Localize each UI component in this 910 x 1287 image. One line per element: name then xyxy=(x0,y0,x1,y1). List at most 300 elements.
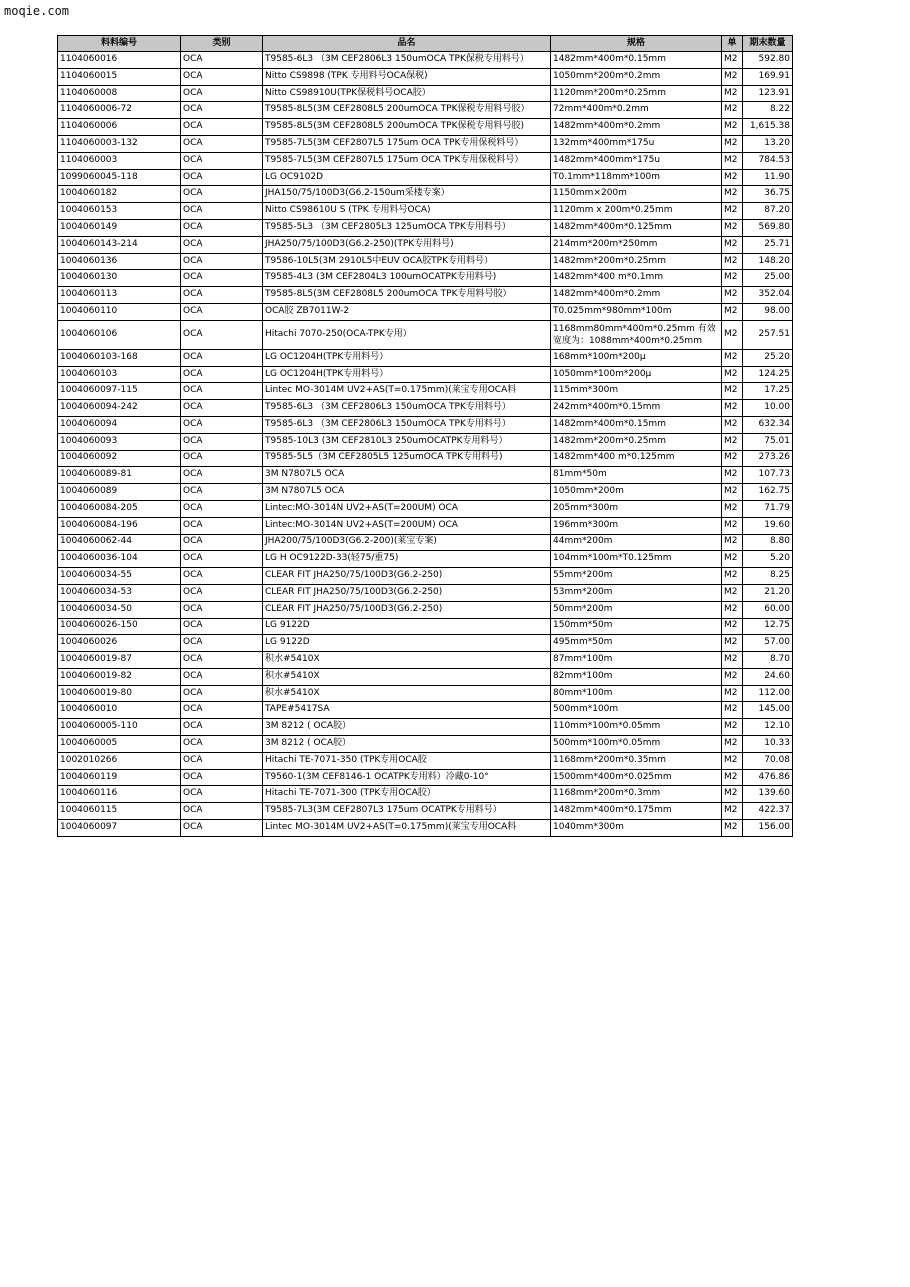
cell-category: OCA xyxy=(181,467,263,484)
cell-ending-quantity: 13.20 xyxy=(743,135,793,152)
cell-item-code: 1004060034-53 xyxy=(58,584,181,601)
cell-specification: 196mm*300m xyxy=(551,517,722,534)
cell-specification: 1050mm*100m*200μ xyxy=(551,366,722,383)
cell-ending-quantity: 11.90 xyxy=(743,169,793,186)
cell-product-name: LG OC1204H(TPK专用料号） xyxy=(263,366,551,383)
cell-product-name: Nitto CS98610U S (TPK 专用料号OCA) xyxy=(263,203,551,220)
cell-product-name: 3M N7807L5 OCA xyxy=(263,484,551,501)
cell-item-code: 1004060106 xyxy=(58,320,181,349)
cell-product-name: T9560-1(3M CEF8146-1 OCATPK专用料）冷藏0-10° xyxy=(263,769,551,786)
cell-ending-quantity: 25.71 xyxy=(743,236,793,253)
cell-product-name: LG 9122D xyxy=(263,618,551,635)
table-row xyxy=(58,219,793,236)
cell-unit: M2 xyxy=(722,719,743,736)
cell-product-name: T9585-8L5(3M CEF2808L5 200umOCA TPK保税专用料号胶) xyxy=(263,119,551,136)
table-row xyxy=(58,68,793,85)
cell-specification: 132mm*400mm*175u xyxy=(551,135,722,152)
cell-product-name: LG 9122D xyxy=(263,635,551,652)
cell-specification: 214mm*200m*250mm xyxy=(551,236,722,253)
cell-ending-quantity: 10.33 xyxy=(743,736,793,753)
cell-unit: M2 xyxy=(722,400,743,417)
cell-category: OCA xyxy=(181,383,263,400)
cell-category: OCA xyxy=(181,551,263,568)
cell-item-code: 1004060149 xyxy=(58,219,181,236)
cell-ending-quantity: 592.80 xyxy=(743,52,793,69)
cell-specification: 205mm*300m xyxy=(551,500,722,517)
cell-unit: M2 xyxy=(722,551,743,568)
cell-product-name: TAPE#5417SA xyxy=(263,702,551,719)
cell-product-name: Lintec:MO-3014N UV2+AS(T=200UM) OCA xyxy=(263,517,551,534)
cell-unit: M2 xyxy=(722,203,743,220)
cell-category: OCA xyxy=(181,287,263,304)
cell-unit: M2 xyxy=(722,601,743,618)
cell-ending-quantity: 422.37 xyxy=(743,803,793,820)
cell-product-name: JHA200/75/100D3(G6.2-200)(莱宝专案) xyxy=(263,534,551,551)
cell-specification: 150mm*50m xyxy=(551,618,722,635)
cell-unit: M2 xyxy=(722,303,743,320)
cell-category: OCA xyxy=(181,186,263,203)
cell-item-code: 1004060089-81 xyxy=(58,467,181,484)
cell-ending-quantity: 8.80 xyxy=(743,534,793,551)
cell-item-code: 1104060006-72 xyxy=(58,102,181,119)
cell-product-name: LG OC9102D xyxy=(263,169,551,186)
cell-unit: M2 xyxy=(722,169,743,186)
cell-ending-quantity: 169.91 xyxy=(743,68,793,85)
cell-category: OCA xyxy=(181,769,263,786)
cell-item-code: 1004060026 xyxy=(58,635,181,652)
cell-specification: T0.025mm*980mm*100m xyxy=(551,303,722,320)
cell-item-code: 1104060016 xyxy=(58,52,181,69)
column-header-product-name: 品名 xyxy=(263,36,551,52)
cell-item-code: 1004060103-168 xyxy=(58,349,181,366)
cell-item-code: 1004060130 xyxy=(58,270,181,287)
table-row xyxy=(58,119,793,136)
table-row xyxy=(58,517,793,534)
cell-specification: 1482mm*400 m*0.125mm xyxy=(551,450,722,467)
cell-ending-quantity: 8.25 xyxy=(743,568,793,585)
cell-product-name: OCA胶 ZB7011W-2 xyxy=(263,303,551,320)
table-row xyxy=(58,203,793,220)
cell-product-name: Lintec MO-3014M UV2+AS(T=0.175mm)(莱宝专用OCA料 xyxy=(263,820,551,837)
cell-item-code: 1004060019-80 xyxy=(58,685,181,702)
cell-product-name: Hitachi TE-7071-300 (TPK专用OCA胶） xyxy=(263,786,551,803)
cell-unit: M2 xyxy=(722,366,743,383)
cell-ending-quantity: 139.60 xyxy=(743,786,793,803)
cell-ending-quantity: 476.86 xyxy=(743,769,793,786)
cell-category: OCA xyxy=(181,85,263,102)
cell-category: OCA xyxy=(181,786,263,803)
cell-category: OCA xyxy=(181,719,263,736)
cell-ending-quantity: 8.22 xyxy=(743,102,793,119)
cell-category: OCA xyxy=(181,820,263,837)
cell-item-code: 1004060094 xyxy=(58,416,181,433)
cell-unit: M2 xyxy=(722,135,743,152)
cell-product-name: 3M 8212 ( OCA胶） xyxy=(263,736,551,753)
cell-item-code: 1004060153 xyxy=(58,203,181,220)
cell-unit: M2 xyxy=(722,450,743,467)
table-row xyxy=(58,736,793,753)
cell-ending-quantity: 60.00 xyxy=(743,601,793,618)
cell-category: OCA xyxy=(181,135,263,152)
table-row xyxy=(58,236,793,253)
cell-unit: M2 xyxy=(722,652,743,669)
cell-category: OCA xyxy=(181,534,263,551)
table-row xyxy=(58,484,793,501)
cell-ending-quantity: 632.34 xyxy=(743,416,793,433)
cell-ending-quantity: 10.00 xyxy=(743,400,793,417)
cell-product-name: T9585-10L3 (3M CEF2810L3 250umOCATPK专用料号） xyxy=(263,433,551,450)
cell-category: OCA xyxy=(181,349,263,366)
cell-item-code: 1004060034-50 xyxy=(58,601,181,618)
cell-ending-quantity: 19.60 xyxy=(743,517,793,534)
cell-unit: M2 xyxy=(722,702,743,719)
cell-category: OCA xyxy=(181,102,263,119)
table-row xyxy=(58,786,793,803)
cell-specification: 110mm*100m*0.05mm xyxy=(551,719,722,736)
cell-specification: 55mm*200m xyxy=(551,568,722,585)
cell-specification: 1482mm*400m*0.2mm xyxy=(551,119,722,136)
cell-specification: 168mm*100m*200μ xyxy=(551,349,722,366)
cell-ending-quantity: 24.60 xyxy=(743,668,793,685)
cell-unit: M2 xyxy=(722,685,743,702)
cell-category: OCA xyxy=(181,685,263,702)
cell-category: OCA xyxy=(181,270,263,287)
cell-ending-quantity: 36.75 xyxy=(743,186,793,203)
cell-unit: M2 xyxy=(722,186,743,203)
cell-product-name: 积水#5410X xyxy=(263,652,551,669)
cell-item-code: 1004060097-115 xyxy=(58,383,181,400)
cell-unit: M2 xyxy=(722,635,743,652)
cell-specification: 72mm*400m*0.2mm xyxy=(551,102,722,119)
cell-item-code: 1099060045-118 xyxy=(58,169,181,186)
cell-specification: 1168mm*200m*0.35mm xyxy=(551,752,722,769)
cell-unit: M2 xyxy=(722,152,743,169)
table-row xyxy=(58,534,793,551)
cell-specification: 44mm*200m xyxy=(551,534,722,551)
table-row xyxy=(58,349,793,366)
cell-ending-quantity: 17.25 xyxy=(743,383,793,400)
cell-item-code: 1104060003 xyxy=(58,152,181,169)
cell-ending-quantity: 156.00 xyxy=(743,820,793,837)
table-row xyxy=(58,568,793,585)
cell-product-name: LG OC1204H(TPK专用料号） xyxy=(263,349,551,366)
cell-specification: 1482mm*400mm*175u xyxy=(551,152,722,169)
cell-item-code: 1004060026-150 xyxy=(58,618,181,635)
cell-category: OCA xyxy=(181,618,263,635)
table-row xyxy=(58,169,793,186)
table-row xyxy=(58,551,793,568)
cell-product-name: Lintec:MO-3014N UV2+AS(T=200UM) OCA xyxy=(263,500,551,517)
table-row xyxy=(58,752,793,769)
cell-product-name: T9585-4L3 (3M CEF2804L3 100umOCATPK专用料号) xyxy=(263,270,551,287)
cell-specification: 80mm*100m xyxy=(551,685,722,702)
cell-category: OCA xyxy=(181,152,263,169)
cell-unit: M2 xyxy=(722,769,743,786)
cell-ending-quantity: 145.00 xyxy=(743,702,793,719)
table-row xyxy=(58,668,793,685)
cell-item-code: 1004060005 xyxy=(58,736,181,753)
cell-item-code: 1004060019-82 xyxy=(58,668,181,685)
cell-unit: M2 xyxy=(722,820,743,837)
cell-ending-quantity: 273.26 xyxy=(743,450,793,467)
cell-specification: 1482mm*400m*0.175mm xyxy=(551,803,722,820)
cell-item-code: 1004060089 xyxy=(58,484,181,501)
table-row xyxy=(58,618,793,635)
cell-product-name: 积水#5410X xyxy=(263,685,551,702)
cell-product-name: JHA150/75/100D3(G6.2-150um采楼专案） xyxy=(263,186,551,203)
cell-item-code: 1104060015 xyxy=(58,68,181,85)
cell-unit: M2 xyxy=(722,320,743,349)
table-header-row xyxy=(58,36,793,52)
cell-specification: 50mm*200m xyxy=(551,601,722,618)
table-row xyxy=(58,685,793,702)
cell-category: OCA xyxy=(181,236,263,253)
cell-specification: 242mm*400m*0.15mm xyxy=(551,400,722,417)
table-row xyxy=(58,652,793,669)
cell-product-name: Hitachi TE-7071-350 (TPK专用OCA胶 xyxy=(263,752,551,769)
cell-category: OCA xyxy=(181,400,263,417)
cell-category: OCA xyxy=(181,601,263,618)
table-row xyxy=(58,303,793,320)
cell-category: OCA xyxy=(181,68,263,85)
cell-product-name: T9585-7L5(3M CEF2807L5 175um OCA TPK专用保税料号） xyxy=(263,152,551,169)
cell-category: OCA xyxy=(181,584,263,601)
cell-product-name: T9585-7L3(3M CEF2807L3 175um OCATPK专用料号） xyxy=(263,803,551,820)
cell-specification: 82mm*100m xyxy=(551,668,722,685)
cell-ending-quantity: 569.80 xyxy=(743,219,793,236)
cell-unit: M2 xyxy=(722,102,743,119)
cell-specification: 87mm*100m xyxy=(551,652,722,669)
table-row xyxy=(58,270,793,287)
cell-ending-quantity: 87.20 xyxy=(743,203,793,220)
cell-specification: 115mm*300m xyxy=(551,383,722,400)
table-row xyxy=(58,253,793,270)
cell-ending-quantity: 107.73 xyxy=(743,467,793,484)
cell-category: OCA xyxy=(181,668,263,685)
cell-product-name: T9585-6L3 （3M CEF2806L3 150umOCA TPK专用料号） xyxy=(263,400,551,417)
cell-category: OCA xyxy=(181,635,263,652)
cell-specification: 53mm*200m xyxy=(551,584,722,601)
cell-category: OCA xyxy=(181,52,263,69)
cell-product-name: T9585-5L3 （3M CEF2805L3 125umOCA TPK专用料号） xyxy=(263,219,551,236)
cell-ending-quantity: 25.00 xyxy=(743,270,793,287)
cell-category: OCA xyxy=(181,416,263,433)
table-row xyxy=(58,416,793,433)
cell-item-code: 1004060103 xyxy=(58,366,181,383)
cell-item-code: 1004060119 xyxy=(58,769,181,786)
cell-unit: M2 xyxy=(722,287,743,304)
cell-item-code: 1004060005-110 xyxy=(58,719,181,736)
cell-ending-quantity: 352.04 xyxy=(743,287,793,304)
cell-specification: 500mm*100m*0.05mm xyxy=(551,736,722,753)
cell-specification: 1482mm*400 m*0.1mm xyxy=(551,270,722,287)
cell-product-name: T9585-6L3 （3M CEF2806L3 150umOCA TPK保税专用料号） xyxy=(263,52,551,69)
cell-item-code: 1004060136 xyxy=(58,253,181,270)
cell-product-name: 3M 8212 ( OCA胶） xyxy=(263,719,551,736)
cell-ending-quantity: 148.20 xyxy=(743,253,793,270)
cell-specification: 1482mm*200m*0.25mm xyxy=(551,253,722,270)
cell-item-code: 1004060116 xyxy=(58,786,181,803)
cell-item-code: 1002010266 xyxy=(58,752,181,769)
cell-unit: M2 xyxy=(722,500,743,517)
cell-item-code: 1004060113 xyxy=(58,287,181,304)
cell-item-code: 1004060036-104 xyxy=(58,551,181,568)
cell-item-code: 1004060084-205 xyxy=(58,500,181,517)
cell-item-code: 1004060092 xyxy=(58,450,181,467)
cell-specification: 1040mm*300m xyxy=(551,820,722,837)
cell-specification: 1120mm*200m*0.25mm xyxy=(551,85,722,102)
cell-product-name: T9586-10L5(3M 2910L5中EUV OCA胶TPK专用料号） xyxy=(263,253,551,270)
cell-product-name: T9585-5L5（3M CEF2805L5 125umOCA TPK专用料号) xyxy=(263,450,551,467)
cell-product-name: CLEAR FIT JHA250/75/100D3(G6.2-250) xyxy=(263,601,551,618)
cell-ending-quantity: 75.01 xyxy=(743,433,793,450)
site-watermark: moqie.com xyxy=(4,4,70,18)
cell-product-name: T9585-8L5(3M CEF2808L5 200umOCA TPK保税专用料号胶） xyxy=(263,102,551,119)
table-row xyxy=(58,719,793,736)
cell-ending-quantity: 12.10 xyxy=(743,719,793,736)
column-header-category: 类别 xyxy=(181,36,263,52)
cell-specification: 81mm*50m xyxy=(551,467,722,484)
cell-ending-quantity: 21.20 xyxy=(743,584,793,601)
cell-product-name: Nitto CS9898 (TPK 专用料号OCA保税) xyxy=(263,68,551,85)
cell-unit: M2 xyxy=(722,584,743,601)
table-row xyxy=(58,467,793,484)
cell-unit: M2 xyxy=(722,433,743,450)
cell-category: OCA xyxy=(181,320,263,349)
cell-category: OCA xyxy=(181,484,263,501)
cell-product-name: JHA250/75/100D3(G6.2-250)(TPK专用料号) xyxy=(263,236,551,253)
table-row xyxy=(58,702,793,719)
cell-product-name: Lintec MO-3014M UV2+AS(T=0.175mm)(莱宝专用OCA料 xyxy=(263,383,551,400)
cell-product-name: Nitto CS98910U(TPK保税料号OCA胶） xyxy=(263,85,551,102)
cell-specification: 104mm*100m*T0.125mm xyxy=(551,551,722,568)
cell-specification: 1482mm*400m*0.15mm xyxy=(551,416,722,433)
inventory-table xyxy=(57,35,793,837)
cell-item-code: 1004060062-44 xyxy=(58,534,181,551)
table-row xyxy=(58,820,793,837)
cell-unit: M2 xyxy=(722,383,743,400)
cell-category: OCA xyxy=(181,366,263,383)
cell-category: OCA xyxy=(181,652,263,669)
cell-product-name: LG H OC9122D-33(轻75/重75) xyxy=(263,551,551,568)
cell-unit: M2 xyxy=(722,270,743,287)
column-header-item-code: 料料编号 xyxy=(58,36,181,52)
cell-category: OCA xyxy=(181,169,263,186)
cell-specification: 1482mm*200m*0.25mm xyxy=(551,433,722,450)
cell-category: OCA xyxy=(181,568,263,585)
table-row xyxy=(58,803,793,820)
cell-specification: 1168mm80mm*400m*0.25mm 有效宽度为：1088mm*400m*0.25mm xyxy=(551,320,722,349)
cell-ending-quantity: 123.91 xyxy=(743,85,793,102)
cell-unit: M2 xyxy=(722,618,743,635)
cell-category: OCA xyxy=(181,702,263,719)
table-row xyxy=(58,584,793,601)
cell-ending-quantity: 257.51 xyxy=(743,320,793,349)
cell-unit: M2 xyxy=(722,668,743,685)
table-row xyxy=(58,769,793,786)
cell-item-code: 1004060094-242 xyxy=(58,400,181,417)
cell-ending-quantity: 70.08 xyxy=(743,752,793,769)
table-row xyxy=(58,450,793,467)
cell-unit: M2 xyxy=(722,568,743,585)
cell-unit: M2 xyxy=(722,219,743,236)
cell-product-name: CLEAR FIT JHA250/75/100D3(G6.2-250) xyxy=(263,584,551,601)
cell-unit: M2 xyxy=(722,68,743,85)
cell-specification: 495mm*50m xyxy=(551,635,722,652)
table-row xyxy=(58,320,793,349)
cell-specification: 1500mm*400m*0.025mm xyxy=(551,769,722,786)
cell-specification: 1150mm×200m xyxy=(551,186,722,203)
cell-unit: M2 xyxy=(722,119,743,136)
cell-product-name: 3M N7807L5 OCA xyxy=(263,467,551,484)
cell-product-name: Hitachi 7070-250(OCA-TPK专用） xyxy=(263,320,551,349)
cell-category: OCA xyxy=(181,450,263,467)
cell-unit: M2 xyxy=(722,253,743,270)
table-row xyxy=(58,85,793,102)
cell-unit: M2 xyxy=(722,736,743,753)
cell-product-name: CLEAR FIT JHA250/75/100D3(G6.2-250) xyxy=(263,568,551,585)
cell-specification: 1050mm*200m xyxy=(551,484,722,501)
cell-ending-quantity: 8.70 xyxy=(743,652,793,669)
cell-unit: M2 xyxy=(722,534,743,551)
cell-specification: T0.1mm*118mm*100m xyxy=(551,169,722,186)
cell-ending-quantity: 25.20 xyxy=(743,349,793,366)
cell-ending-quantity: 98.00 xyxy=(743,303,793,320)
cell-ending-quantity: 12.75 xyxy=(743,618,793,635)
cell-category: OCA xyxy=(181,803,263,820)
table-row xyxy=(58,366,793,383)
cell-category: OCA xyxy=(181,253,263,270)
cell-product-name: T9585-7L5(3M CEF2807L5 175um OCA TPK专用保税料号） xyxy=(263,135,551,152)
cell-category: OCA xyxy=(181,433,263,450)
cell-product-name: T9585-8L5(3M CEF2808L5 200umOCA TPK专用料号胶） xyxy=(263,287,551,304)
cell-category: OCA xyxy=(181,303,263,320)
table-row xyxy=(58,400,793,417)
cell-unit: M2 xyxy=(722,803,743,820)
cell-unit: M2 xyxy=(722,484,743,501)
cell-category: OCA xyxy=(181,219,263,236)
table-row xyxy=(58,52,793,69)
cell-item-code: 1104060008 xyxy=(58,85,181,102)
cell-unit: M2 xyxy=(722,236,743,253)
column-header-specification: 规格 xyxy=(551,36,722,52)
cell-item-code: 1004060115 xyxy=(58,803,181,820)
table-row xyxy=(58,186,793,203)
cell-unit: M2 xyxy=(722,752,743,769)
cell-unit: M2 xyxy=(722,786,743,803)
cell-ending-quantity: 112.00 xyxy=(743,685,793,702)
cell-category: OCA xyxy=(181,517,263,534)
cell-category: OCA xyxy=(181,203,263,220)
cell-item-code: 1104060006 xyxy=(58,119,181,136)
table-row xyxy=(58,433,793,450)
cell-item-code: 1104060003-132 xyxy=(58,135,181,152)
cell-specification: 500mm*100m xyxy=(551,702,722,719)
cell-ending-quantity: 784.53 xyxy=(743,152,793,169)
cell-item-code: 1004060034-55 xyxy=(58,568,181,585)
cell-unit: M2 xyxy=(722,517,743,534)
cell-item-code: 1004060097 xyxy=(58,820,181,837)
cell-item-code: 1004060019-87 xyxy=(58,652,181,669)
cell-specification: 1482mm*400m*0.125mm xyxy=(551,219,722,236)
cell-category: OCA xyxy=(181,736,263,753)
cell-category: OCA xyxy=(181,752,263,769)
cell-specification: 1482mm*400m*0.2mm xyxy=(551,287,722,304)
cell-specification: 1482mm*400m*0.15mm xyxy=(551,52,722,69)
cell-ending-quantity: 1,615.38 xyxy=(743,119,793,136)
cell-unit: M2 xyxy=(722,467,743,484)
cell-item-code: 1004060182 xyxy=(58,186,181,203)
